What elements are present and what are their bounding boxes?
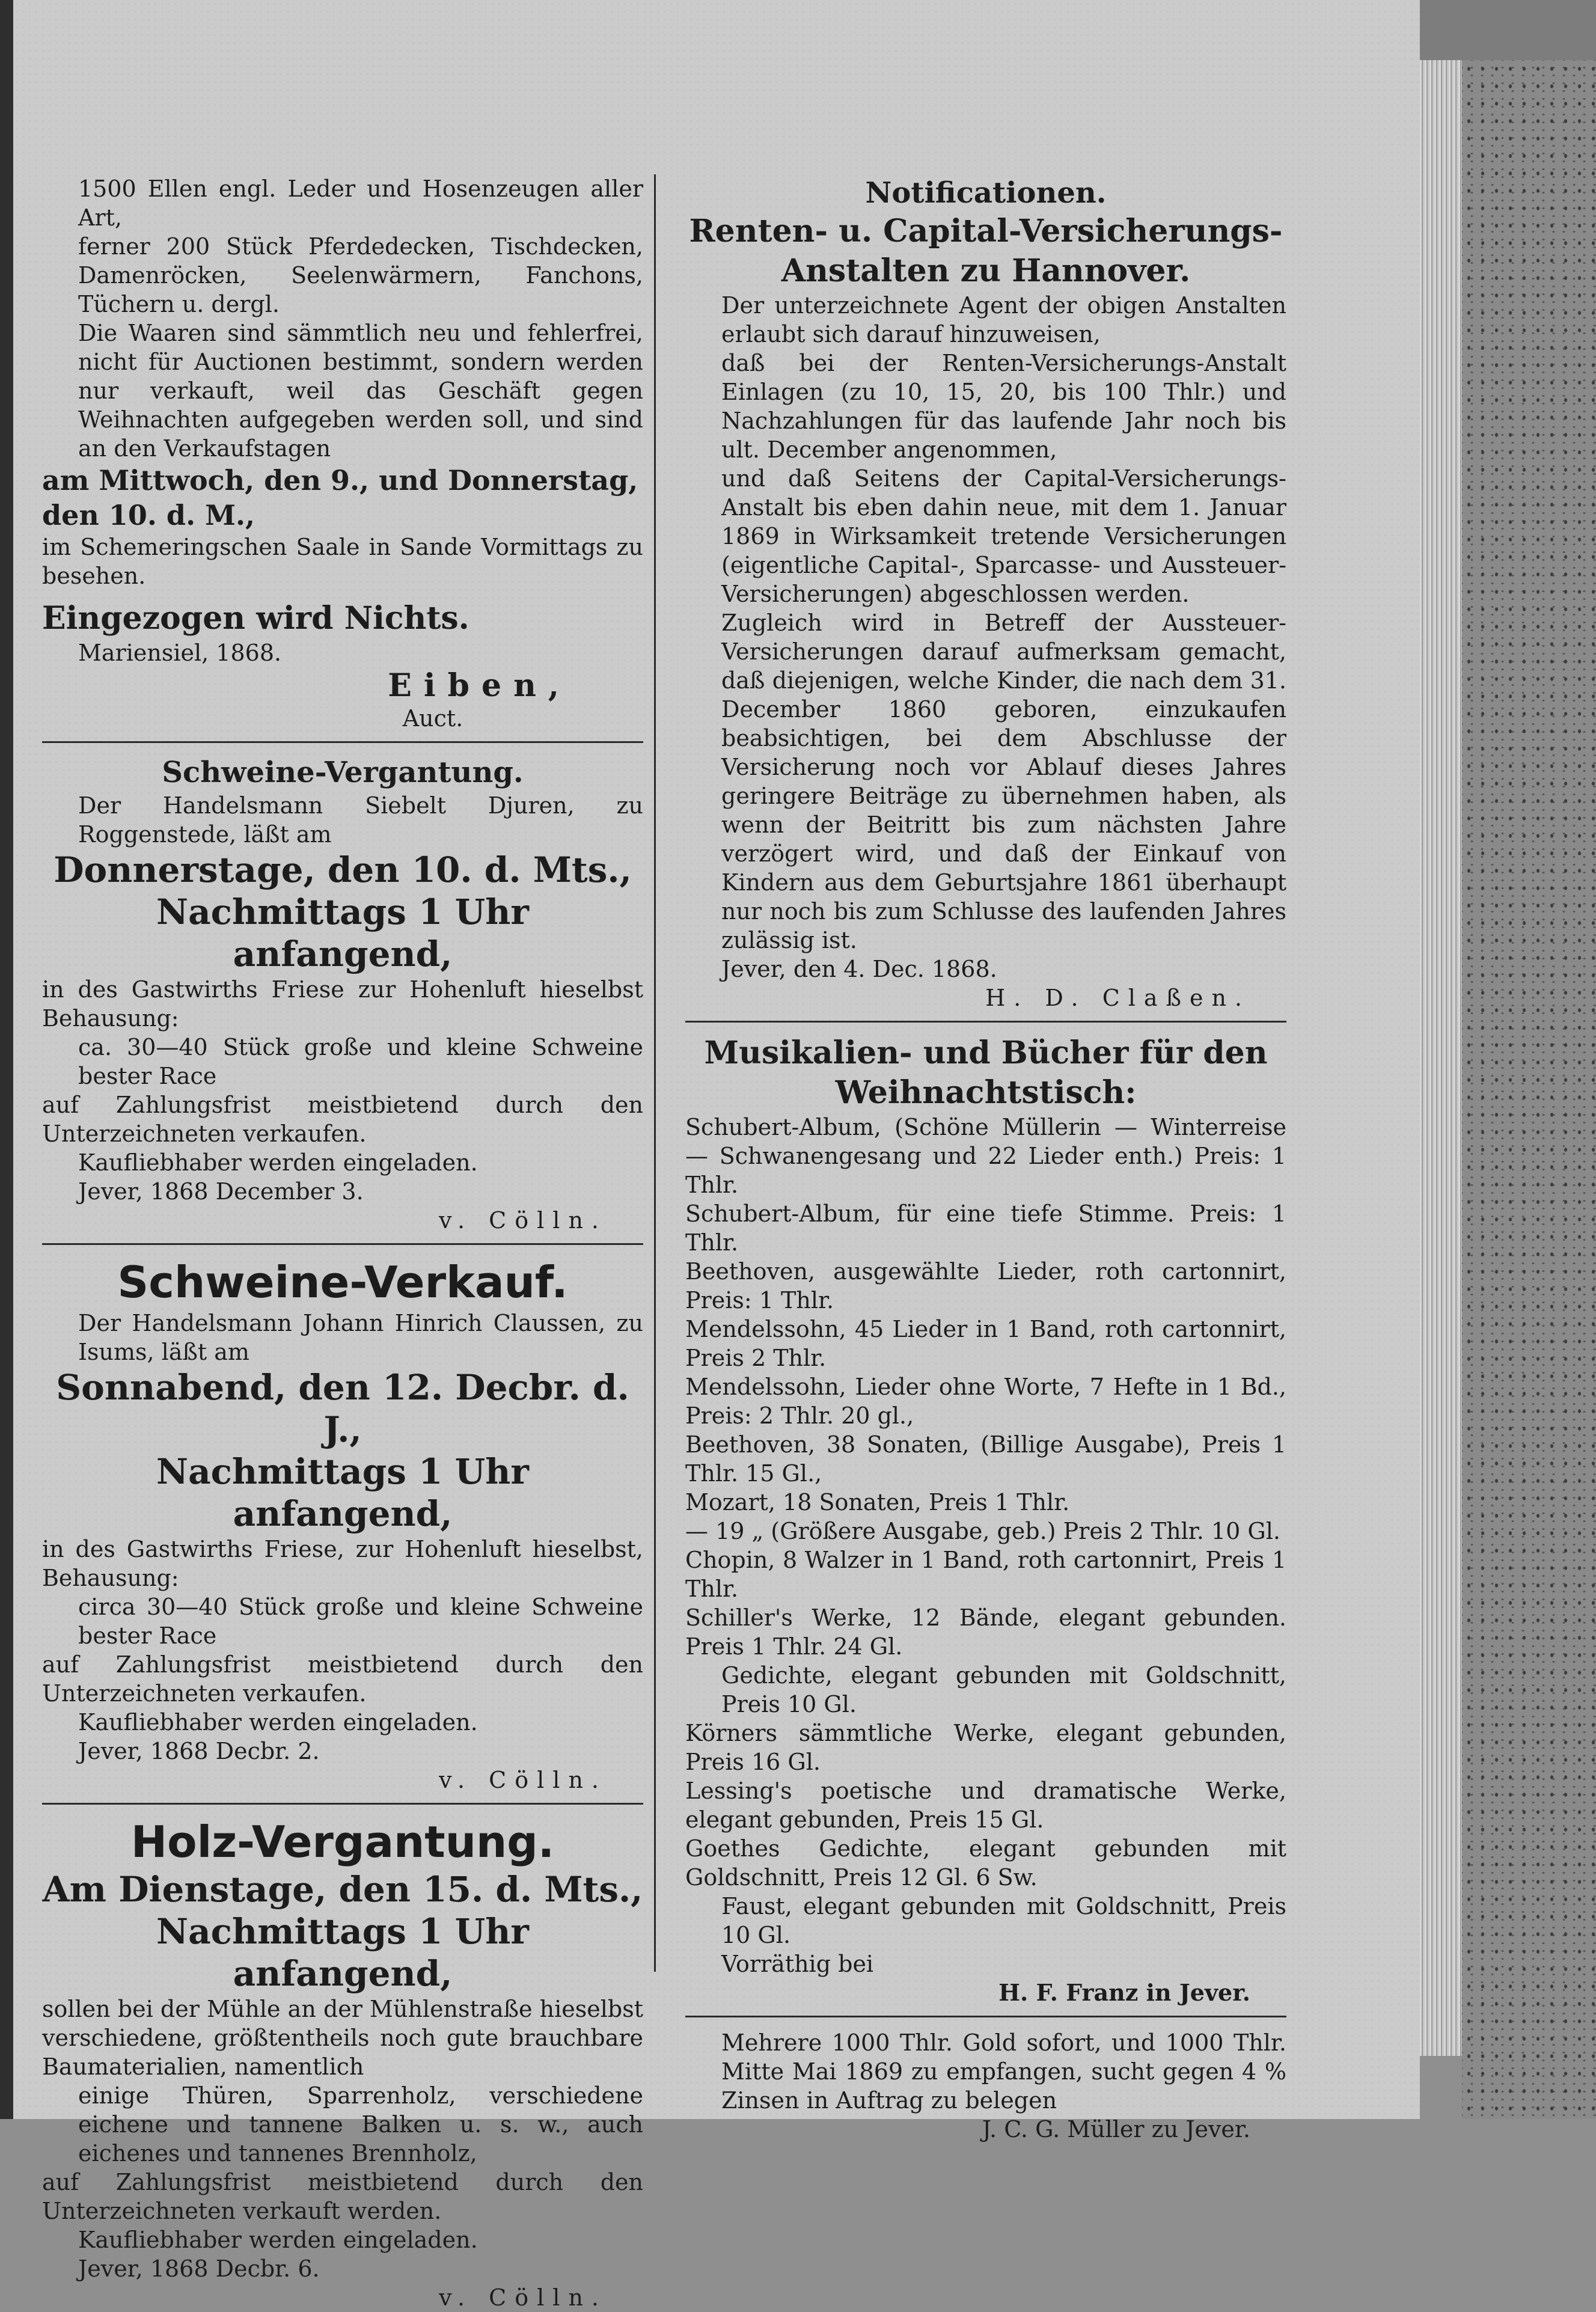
ad-text: in des Gastwirths Friese, zur Hohenluft hieselbst, Behausung:: [42, 1536, 643, 1591]
ad-date-emphasis: Donnerstage, den 10. d. Mts.,: [54, 849, 632, 890]
ad-text: ferner 200 Stück Pferdedecken, Tischdecken, Damenröcken, Seelenwärmern, Fanchons, Tüchern u. dergl.: [78, 233, 643, 317]
book-item: Beethoven, 38 Sonaten, (Billige Ausgabe), Preis 1 Thlr. 15 Gl.,: [685, 1431, 1286, 1487]
scan-left-edge: [0, 0, 13, 2119]
ad-time-emphasis: Nachmittags 1 Uhr anfangend,: [156, 1451, 529, 1534]
ad-place-date: Jever, 1868 December 3.: [78, 1178, 364, 1205]
ad-title: Musikalien- und Bücher für den Weihnachtstisch:: [704, 1035, 1268, 1111]
book-item: Mozart, 18 Sonaten, Preis 1 Thlr.: [685, 1489, 1070, 1515]
ad-signature: J. C. G. Müller zu Jever.: [982, 2116, 1250, 2142]
book-item: Körners sämmtliche Werke, elegant gebunden, Preis 16 Gl.: [685, 1720, 1286, 1775]
ad-text: Kaufliebhaber werden eingeladen.: [78, 1709, 478, 1736]
page-stack-edge: [1420, 60, 1462, 2056]
ad-text: Der unterzeichnete Agent der obigen Anstalten erlaubt sich darauf hinzuweisen,: [721, 292, 1286, 347]
book-item: Schubert-Album, (Schöne Müllerin — Winterreise — Schwanengesang und 22 Lieder enth.) Preis: 1 Thlr.: [685, 1114, 1286, 1198]
ad-text: auf Zahlungsfrist meistbietend durch den Unterzeichneten verkaufen.: [42, 1092, 643, 1147]
ad-loan: [685, 2028, 1286, 2144]
ad-signature: v. Cölln.: [439, 1767, 607, 1793]
book-item: Goethes Gedichte, elegant gebunden mit Goldschnitt, Preis 12 Gl. 6 Sw.: [685, 1835, 1286, 1891]
ad-schweine-vergantung: [42, 754, 643, 1235]
right-column: [685, 174, 1286, 2144]
ad-subtitle: Renten- u. Capital-Versicherungs-Anstalten zu Hannover.: [689, 213, 1283, 289]
ad-text: Kaufliebhaber werden eingeladen.: [78, 2227, 478, 2253]
ad-date-emphasis: Am Dienstage, den 15. d. Mts.,: [42, 1869, 643, 1910]
book-item: Gedichte, elegant gebunden mit Goldschnitt, Preis 10 Gl.: [721, 1662, 1286, 1717]
ad-place-date: Jever, 1868 Decbr. 2.: [78, 1738, 320, 1764]
scan-background: [1420, 0, 1596, 60]
ad-auction-goods: [42, 174, 643, 733]
book-item: Schiller's Werke, 12 Bände, elegant gebunden. Preis 1 Thlr. 24 Gl.: [685, 1604, 1286, 1660]
ad-item: circa 30—40 Stück große und kleine Schweine bester Race: [78, 1594, 643, 1649]
ad-musikalien: [685, 1033, 1286, 2007]
ad-date-emphasis: Sonnabend, den 12. Decbr. d. J.,: [56, 1367, 629, 1450]
section-rule: [42, 1803, 643, 1805]
ad-signature-title: Auct.: [402, 705, 463, 732]
ad-text: Mehrere 1000 Thlr. Gold sofort, und 1000 Thlr. Mitte Mai 1869 zu empfangen, sucht gegen 4 % Zinsen in Auftrag zu belegen: [721, 2029, 1286, 2114]
ad-signature: v. Cölln.: [439, 1207, 607, 1234]
ad-text: Der Handelsmann Johann Hinrich Claussen, zu Isums, läßt am: [78, 1310, 643, 1365]
book-item: Lessing's poetische und dramatische Werke, elegant gebunden, Preis 15 Gl.: [685, 1778, 1286, 1833]
ad-text: auf Zahlungsfrist meistbietend durch den Unterzeichneten verkauft werden.: [42, 2169, 643, 2224]
ad-text: 1500 Ellen engl. Leder und Hosenzeugen aller Art,: [78, 176, 643, 231]
ad-title: Notificationen.: [865, 176, 1107, 210]
column-divider: [654, 174, 656, 1972]
ad-title: Schweine-Vergantung.: [162, 756, 524, 789]
ad-text: in des Gastwirths Friese zur Hohenluft hieselbst Behausung:: [42, 976, 643, 1032]
section-rule: [42, 741, 643, 743]
section-rule: [685, 1021, 1286, 1023]
ad-text: daß bei der Renten-Versicherungs-Anstalt Einlagen (zu 10, 15, 20, bis 100 Thlr.) und Nachzahlungen für das laufende Jahr noch bis ult. December angenommen,: [721, 350, 1286, 463]
section-rule: [42, 1243, 643, 1245]
ad-holz-vergantung: [42, 1815, 643, 2312]
book-item: Mendelssohn, 45 Lieder in 1 Band, roth cartonnirt, Preis 2 Thlr.: [685, 1316, 1286, 1371]
book-item: Beethoven, ausgewählte Lieder, roth cartonnirt, Preis: 1 Thlr.: [685, 1258, 1286, 1313]
ad-text: Kaufliebhaber werden eingeladen.: [78, 1149, 478, 1176]
ad-text: Zugleich wird in Betreff der Aussteuer-Versicherungen darauf aufmerksam gemacht, daß diejenigen, welche Kinder, die nach dem 31. December 1860 geboren, einzukaufen beabsichtigen, bei dem Abschlusse der Versicherung noch vor Ablauf dieses Jahres geringere Beiträge zu übernehmen haben, als wenn der Beitritt bis zum nächsten Jahre verzögert wird, und daß der Einkauf von Kindern aus dem Geburtsjahre 1861 überhaupt nur noch bis zum Schlusse des laufenden Jahres zulässig ist.: [721, 610, 1286, 953]
ad-place-date: Mariensiel, 1868.: [78, 640, 282, 666]
ad-text: und daß Seitens der Capital-Versicherungs-Anstalt bis eben dahin neue, mit dem 1. Januar 1869 in Wirksamkeit tretende Versicherungen (eigentliche Capital-, Sparcasse- und Aussteuer-Versicherungen) abgeschlossen werden.: [721, 465, 1286, 607]
ad-date-emphasis: am Mittwoch, den 9., und Donnerstag, den 10. d. M.,: [42, 464, 638, 531]
ad-schweine-verkauf: [42, 1256, 643, 1794]
ad-title: Holz-Vergantung.: [130, 1817, 555, 1867]
book-cover-edge: [1462, 60, 1596, 2119]
book-item: Schubert-Album, für eine tiefe Stimme. Preis: 1 Thlr.: [685, 1200, 1286, 1256]
ad-text: Vorräthig bei: [721, 1951, 874, 1977]
left-column: [42, 174, 643, 2312]
ad-text: Die Waaren sind sämmtlich neu und fehlerfrei, nicht für Auctionen bestimmt, sondern werden nur verkauft, weil das Geschäft gegen Weihnachten aufgegeben werden soll, und sind an den Verkaufstagen: [78, 320, 643, 462]
book-item: Chopin, 8 Walzer in 1 Band, roth cartonnirt, Preis 1 Thlr.: [685, 1547, 1286, 1602]
ad-item: einige Thüren, Sparrenholz, verschiedene eichene und tannene Balken u. s. w., auch eichenes und tannenes Brennholz,: [78, 2082, 643, 2167]
ad-item: ca. 30—40 Stück große und kleine Schweine bester Race: [78, 1034, 643, 1089]
section-rule: [685, 2016, 1286, 2017]
ad-time-emphasis: Nachmittags 1 Uhr anfangend,: [156, 891, 529, 974]
ad-signature: H. D. Claßen.: [985, 985, 1250, 1011]
book-item: Mendelssohn, Lieder ohne Worte, 7 Hefte in 1 Bd., Preis: 2 Thlr. 20 gl.,: [685, 1374, 1286, 1429]
ad-signature: v. Cölln.: [439, 2284, 607, 2311]
ad-title: Schweine-Verkauf.: [117, 1257, 568, 1307]
ad-heading: Eingezogen wird Nichts.: [42, 600, 469, 637]
ad-time-emphasis: Nachmittags 1 Uhr anfangend,: [156, 1911, 529, 1994]
ad-signature: H. F. Franz in Jever.: [998, 1979, 1250, 2006]
ad-place-date: Jever, 1868 Decbr. 6.: [78, 2255, 320, 2282]
book-item: Faust, elegant gebunden mit Goldschnitt, Preis 10 Gl.: [721, 1893, 1286, 1948]
ad-place-date: Jever, den 4. Dec. 1868.: [721, 956, 997, 982]
ad-text: im Schemeringschen Saale in Sande Vormittags zu besehen.: [42, 534, 643, 589]
ad-text: Der Handelsmann Siebelt Djuren, zu Roggenstede, läßt am: [78, 792, 643, 848]
ad-text: sollen bei der Mühle an der Mühlenstraße hieselbst verschiedene, größtentheils noch gute brauchbare Baumaterialien, namentlich: [42, 1996, 643, 2080]
ad-text: auf Zahlungsfrist meistbietend durch den Unterzeichneten verkaufen.: [42, 1651, 643, 1707]
ad-notifications: [685, 174, 1286, 1012]
book-item: — 19 „ (Größere Ausgabe, geb.) Preis 2 Thlr. 10 Gl.: [685, 1518, 1280, 1544]
ad-signature: Eiben,: [388, 667, 571, 704]
